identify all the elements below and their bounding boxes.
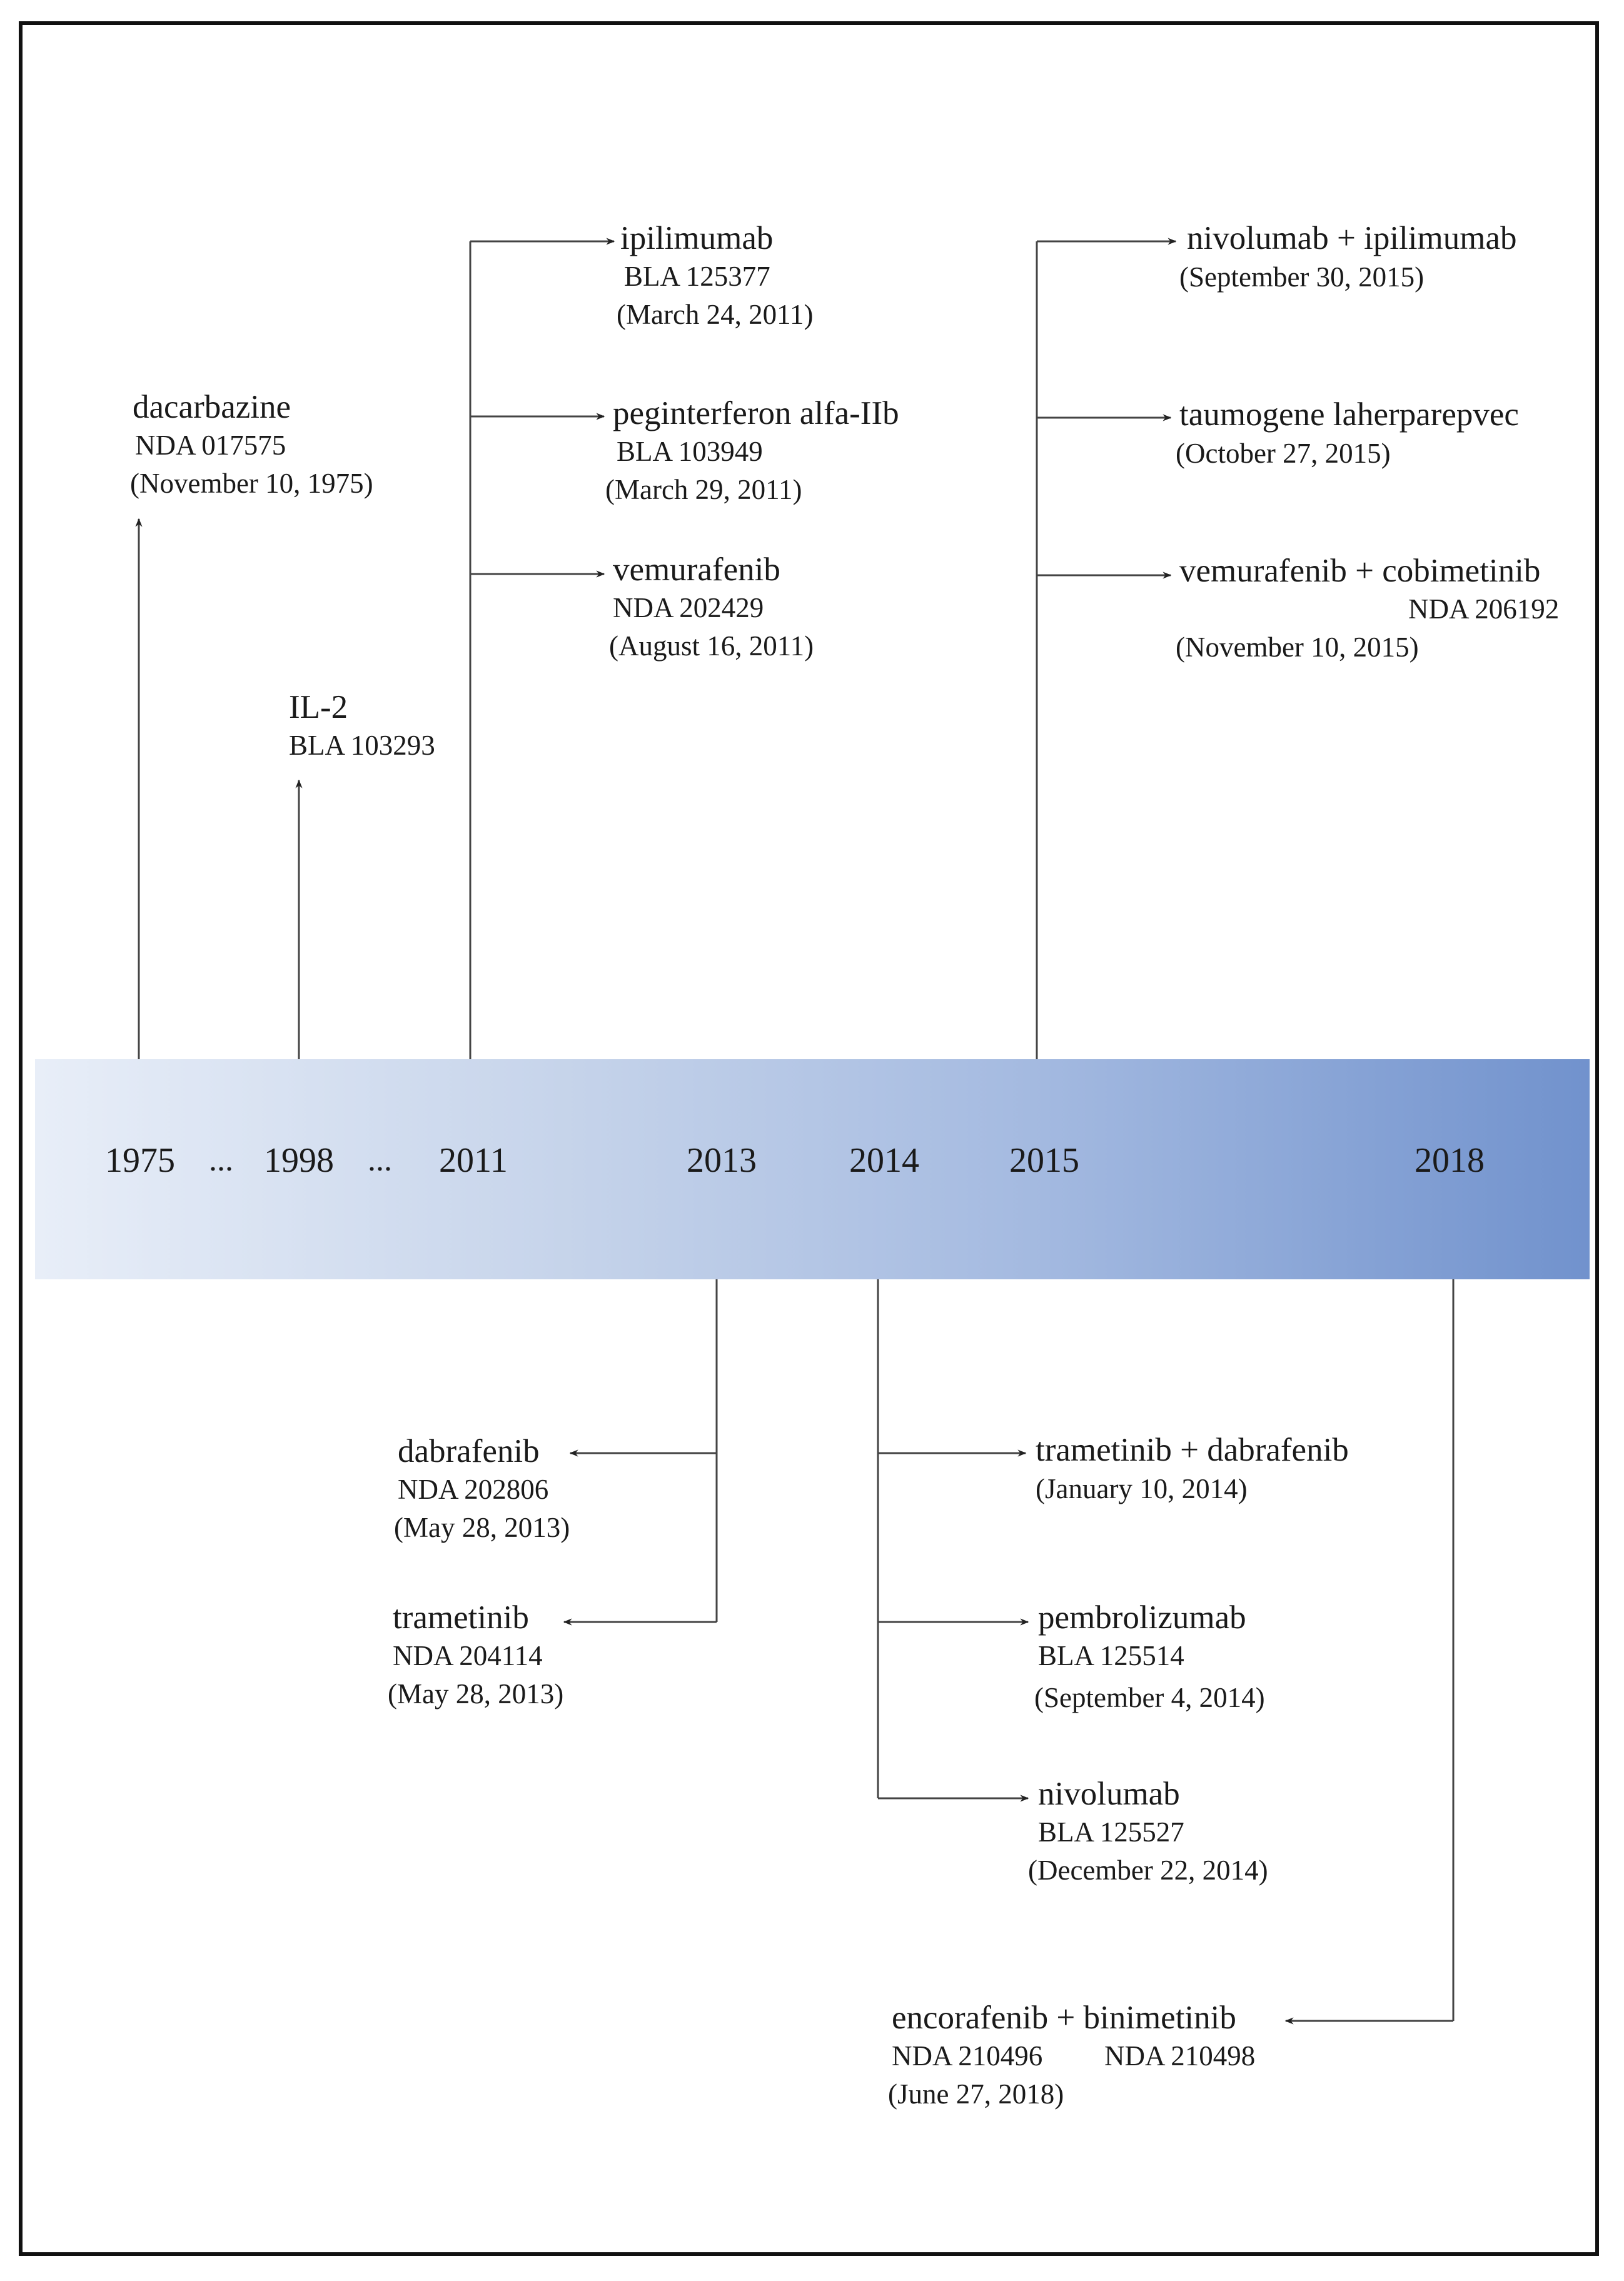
event-date: (January 10, 2014) — [1036, 1473, 1248, 1504]
event-encorafenib-binimetinib — [888, 1998, 1256, 2113]
event-dacarbazine — [130, 388, 373, 503]
event-il2 — [289, 688, 435, 764]
event-name: ipilimumab — [620, 220, 774, 256]
event-code: NDA 202429 — [613, 592, 764, 623]
event-date: (March 24, 2011) — [617, 299, 814, 330]
event-name: nivolumab — [1038, 1776, 1180, 1812]
event-nivolumab-ipilimumab — [1179, 219, 1517, 296]
year-2018: 2018 — [1415, 1141, 1485, 1180]
event-date: (September 4, 2014) — [1034, 1682, 1265, 1713]
event-code: NDA 017575 — [135, 430, 286, 461]
event-codes — [892, 2037, 1255, 2075]
year-1998: 1998 — [264, 1141, 334, 1180]
event-code: NDA 202806 — [398, 1474, 549, 1505]
event-vemurafenib-cobimetinib — [1176, 551, 1560, 667]
event-code: BLA 103293 — [289, 730, 435, 761]
event-trametinib — [388, 1598, 564, 1713]
event-name: taumogene laherparepvec — [1179, 396, 1519, 433]
event-date: (November 10, 1975) — [130, 468, 373, 499]
event-code: NDA 210498 — [1104, 2040, 1256, 2072]
year-1975: 1975 — [105, 1141, 175, 1180]
ellipsis-1: ... — [209, 1142, 233, 1178]
event-code: NDA 206192 — [1408, 593, 1560, 625]
event-code: BLA 103949 — [617, 436, 763, 467]
event-peginterferon — [605, 394, 899, 509]
event-name: vemurafenib — [613, 551, 780, 588]
event-nivolumab — [1028, 1775, 1268, 1890]
event-code: NDA 204114 — [393, 1640, 543, 1671]
year-2013: 2013 — [687, 1141, 757, 1180]
event-name: encorafenib + binimetinib — [892, 2000, 1236, 2036]
event-name: IL-2 — [289, 689, 348, 725]
event-date: (October 27, 2015) — [1176, 438, 1391, 469]
event-name: peginterferon alfa-IIb — [613, 395, 899, 431]
event-name: trametinib + dabrafenib — [1036, 1432, 1349, 1468]
event-vemurafenib — [609, 550, 814, 665]
event-dabrafenib — [394, 1432, 570, 1547]
event-name: trametinib — [393, 1599, 529, 1636]
ellipsis-2: ... — [368, 1142, 392, 1178]
event-date: (September 30, 2015) — [1179, 261, 1425, 293]
event-code: BLA 125377 — [624, 261, 770, 292]
event-ipilimumab — [617, 219, 814, 334]
year-2015: 2015 — [1009, 1141, 1079, 1180]
event-name: dabrafenib — [398, 1433, 540, 1469]
event-date: (December 22, 2014) — [1028, 1855, 1268, 1886]
event-taumogene-laherparepvec — [1176, 395, 1519, 473]
year-2011: 2011 — [439, 1141, 508, 1180]
event-trametinib-dabrafenib — [1036, 1431, 1349, 1508]
event-name: vemurafenib + cobimetinib — [1179, 553, 1541, 589]
event-name: pembrolizumab — [1038, 1599, 1246, 1636]
event-date: (March 29, 2011) — [605, 474, 802, 505]
event-code: BLA 125514 — [1038, 1640, 1184, 1671]
event-name: nivolumab + ipilimumab — [1187, 220, 1517, 256]
event-name: dacarbazine — [133, 389, 291, 425]
event-date: (June 27, 2018) — [888, 2078, 1064, 2110]
event-code: BLA 125527 — [1038, 1816, 1184, 1848]
event-date: (November 10, 2015) — [1176, 632, 1419, 663]
event-code: NDA 210496 — [892, 2040, 1043, 2072]
event-date: (May 28, 2013) — [388, 1678, 564, 1709]
year-2014: 2014 — [849, 1141, 919, 1180]
event-pembrolizumab — [1034, 1598, 1265, 1717]
event-date: (August 16, 2011) — [609, 630, 814, 662]
event-date: (May 28, 2013) — [394, 1512, 570, 1543]
